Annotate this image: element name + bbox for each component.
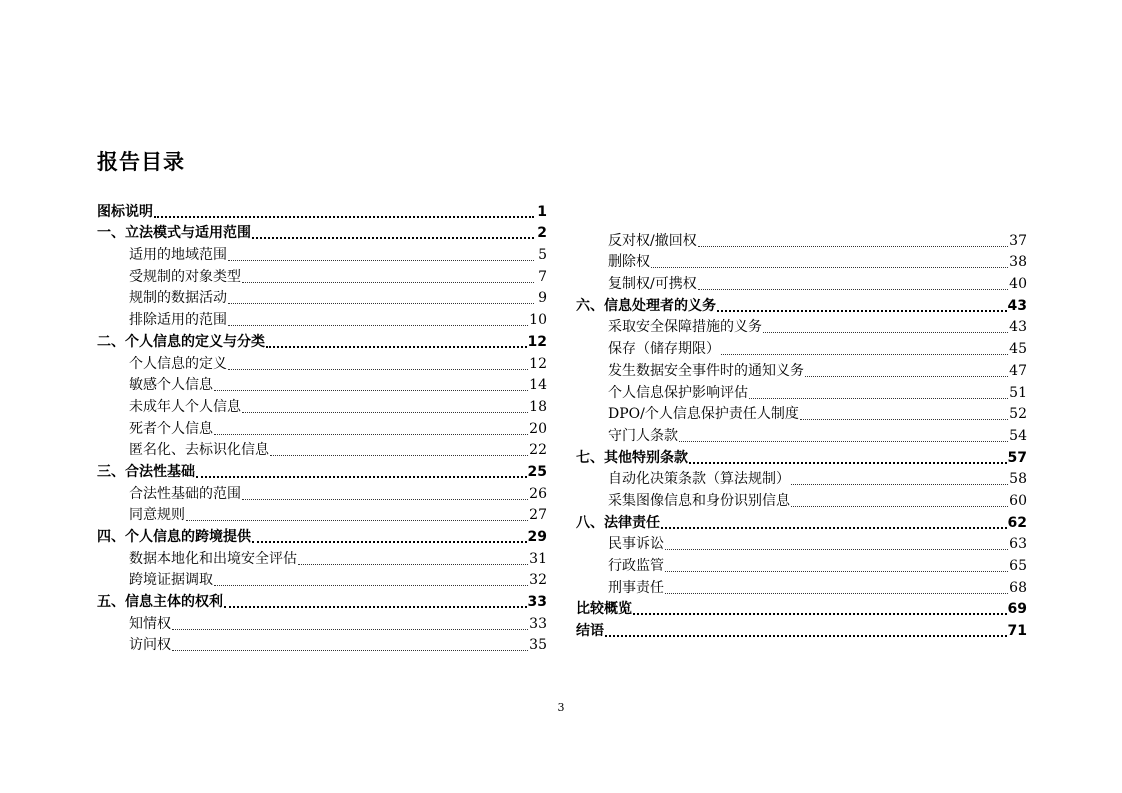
dot-leader xyxy=(791,505,1008,507)
toc-entry-label: 一、立法模式与适用范围 xyxy=(97,225,251,242)
toc-subsection-entry[interactable] xyxy=(576,423,1027,445)
dot-leader xyxy=(698,288,1008,290)
toc-section-entry[interactable] xyxy=(576,445,1027,467)
page-number: 3 xyxy=(557,701,565,714)
dot-leader xyxy=(805,375,1008,377)
toc-entry-page-number: 71 xyxy=(1007,623,1027,640)
toc-subsection-entry[interactable] xyxy=(576,467,1027,489)
dot-leader xyxy=(228,324,528,326)
toc-entry-page-number: 63 xyxy=(1009,536,1027,553)
dot-leader xyxy=(698,245,1008,247)
toc-entry-page-number: 43 xyxy=(1007,297,1027,314)
toc-entry-page-number: 26 xyxy=(529,485,547,502)
toc-subsection-entry[interactable] xyxy=(576,553,1027,575)
toc-entry-page-number: 27 xyxy=(529,507,547,524)
dot-leader xyxy=(252,236,534,239)
toc-subsection-entry[interactable] xyxy=(576,488,1027,510)
toc-subsection-entry[interactable] xyxy=(576,402,1027,424)
dot-leader xyxy=(242,498,528,500)
dot-leader xyxy=(154,215,534,218)
dot-leader xyxy=(721,353,1008,355)
dot-leader xyxy=(800,418,1008,420)
toc-entry-label: 个人信息保护影响评估 xyxy=(608,384,748,401)
toc-subsection-entry[interactable] xyxy=(97,438,547,460)
toc-entry-label: 五、信息主体的权利 xyxy=(97,594,223,611)
toc-entry-page-number: 68 xyxy=(1009,579,1027,596)
toc-right-column xyxy=(576,228,1027,640)
toc-entry-label: 删除权 xyxy=(608,254,650,271)
toc-entry-page-number: 57 xyxy=(1007,449,1027,466)
toc-entry-label: 未成年人个人信息 xyxy=(129,398,241,415)
toc-section-entry[interactable] xyxy=(576,293,1027,315)
toc-entry-label: 八、法律责任 xyxy=(576,514,660,531)
dot-leader xyxy=(172,649,528,651)
toc-section-entry[interactable] xyxy=(97,221,547,243)
toc-subsection-entry[interactable] xyxy=(97,264,547,286)
dot-leader xyxy=(651,266,1008,268)
dot-leader xyxy=(252,540,527,543)
toc-entry-page-number: 2 xyxy=(537,225,547,242)
dot-leader xyxy=(214,389,528,391)
toc-left-column xyxy=(97,199,547,654)
toc-subsection-entry[interactable] xyxy=(576,380,1027,402)
toc-entry-page-number: 45 xyxy=(1009,341,1027,358)
toc-entry-label: 守门人条款 xyxy=(608,427,678,444)
toc-section-entry[interactable] xyxy=(576,510,1027,532)
toc-subsection-entry[interactable] xyxy=(576,336,1027,358)
toc-section-entry[interactable] xyxy=(576,597,1027,619)
toc-entry-page-number: 69 xyxy=(1007,601,1027,618)
dot-leader xyxy=(242,281,534,283)
toc-entry-page-number: 22 xyxy=(529,442,547,459)
dot-leader xyxy=(224,605,527,608)
toc-subsection-entry[interactable] xyxy=(97,546,547,568)
toc-entry-label: 七、其他特别条款 xyxy=(576,449,688,466)
toc-entry-label: 保存（储存期限） xyxy=(608,341,720,358)
toc-entry-page-number: 12 xyxy=(527,333,547,350)
toc-subsection-entry[interactable] xyxy=(97,351,547,373)
toc-entry-page-number: 33 xyxy=(527,594,547,611)
toc-entry-page-number: 47 xyxy=(1009,362,1027,379)
toc-entry-page-number: 31 xyxy=(529,550,547,567)
toc-entry-label: 二、个人信息的定义与分类 xyxy=(97,333,265,350)
toc-entry-label: DPO/个人信息保护责任人制度 xyxy=(608,406,799,423)
toc-subsection-entry[interactable] xyxy=(576,250,1027,272)
toc-entry-label: 排除适用的范围 xyxy=(129,312,227,329)
toc-entry-page-number: 10 xyxy=(529,312,547,329)
toc-entry-label: 敏感个人信息 xyxy=(129,377,213,394)
dot-leader xyxy=(298,563,528,565)
dot-leader xyxy=(270,454,528,456)
toc-entry-page-number: 25 xyxy=(527,463,547,480)
toc-entry-page-number: 40 xyxy=(1009,276,1027,293)
dot-leader xyxy=(605,634,1007,637)
toc-entry-page-number: 29 xyxy=(527,529,547,545)
toc-entry-page-number: 9 xyxy=(538,290,547,307)
dot-leader xyxy=(689,461,1007,464)
toc-entry-label: 匿名化、去标识化信息 xyxy=(129,442,269,459)
dot-leader xyxy=(665,592,1008,594)
toc-entry-label: 跨境证据调取 xyxy=(129,572,213,589)
toc-entry-page-number: 37 xyxy=(1009,232,1027,249)
toc-entry-page-number: 65 xyxy=(1009,558,1027,574)
toc-entry-page-number: 32 xyxy=(529,572,547,589)
toc-entry-page-number: 52 xyxy=(1009,406,1027,423)
toc-entry-label: 死者个人信息 xyxy=(129,420,213,437)
toc-entry-page-number: 7 xyxy=(538,268,547,285)
toc-subsection-entry[interactable] xyxy=(576,532,1027,554)
dot-leader xyxy=(266,345,527,348)
toc-entry-label: 规制的数据活动 xyxy=(129,290,227,307)
dot-leader xyxy=(214,433,528,435)
toc-entry-page-number: 43 xyxy=(1009,319,1027,336)
toc-subsection-entry[interactable] xyxy=(576,315,1027,337)
toc-entry-page-number: 18 xyxy=(529,398,547,415)
dot-leader xyxy=(172,628,528,630)
toc-subsection-entry[interactable] xyxy=(576,358,1027,380)
toc-entry-label: 采集图像信息和身份识别信息 xyxy=(608,492,790,509)
dot-leader xyxy=(228,259,534,261)
toc-entry-label: 知情权 xyxy=(129,615,171,632)
dot-leader xyxy=(749,397,1008,399)
toc-entry-label: 结语 xyxy=(576,623,604,640)
toc-entry-page-number: 1 xyxy=(537,203,547,220)
toc-entry-page-number: 14 xyxy=(529,377,547,394)
toc-entry-page-number: 54 xyxy=(1009,427,1027,444)
toc-entry-label: 刑事责任 xyxy=(608,579,664,596)
toc-section-entry[interactable] xyxy=(97,524,547,546)
toc-subsection-entry[interactable] xyxy=(97,633,547,655)
toc-entry-page-number: 62 xyxy=(1007,514,1027,531)
toc-entry-label: 发生数据安全事件时的通知义务 xyxy=(608,362,804,379)
toc-entry-label: 民事诉讼 xyxy=(608,536,664,553)
toc-entry-page-number: 5 xyxy=(538,247,547,264)
toc-subsection-entry[interactable] xyxy=(97,568,547,590)
toc-subsection-entry[interactable] xyxy=(97,373,547,395)
toc-entry-label: 受规制的对象类型 xyxy=(129,268,241,285)
toc-entry-label: 反对权/撤回权 xyxy=(608,232,697,249)
dot-leader xyxy=(242,411,528,413)
toc-entry-page-number: 38 xyxy=(1009,254,1027,271)
toc-subsection-entry[interactable] xyxy=(97,307,547,329)
toc-section-entry[interactable] xyxy=(97,199,547,221)
toc-entry-label: 个人信息的定义 xyxy=(129,355,227,372)
dot-leader xyxy=(791,483,1008,485)
toc-subsection-entry[interactable] xyxy=(576,228,1027,250)
dot-leader xyxy=(228,302,534,304)
dot-leader xyxy=(661,526,1007,529)
toc-entry-page-number: 35 xyxy=(529,637,547,654)
toc-subsection-entry[interactable] xyxy=(97,394,547,416)
dot-leader xyxy=(214,584,528,586)
dot-leader xyxy=(665,548,1008,550)
toc-subsection-entry[interactable] xyxy=(97,416,547,438)
toc-entry-label: 合法性基础的范围 xyxy=(129,485,241,502)
toc-entry-page-number: 20 xyxy=(529,420,547,437)
toc-entry-page-number: 60 xyxy=(1009,492,1027,509)
dot-leader xyxy=(228,368,528,370)
toc-subsection-entry[interactable] xyxy=(97,503,547,525)
toc-entry-label: 采取安全保障措施的义务 xyxy=(608,319,762,336)
dot-leader xyxy=(196,475,527,478)
toc-entry-label: 四、个人信息的跨境提供 xyxy=(97,529,251,545)
page-title: 报告目录 xyxy=(97,150,185,174)
dot-leader xyxy=(763,331,1008,333)
toc-entry-label: 自动化决策条款（算法规制） xyxy=(608,471,790,488)
toc-entry-label: 三、合法性基础 xyxy=(97,463,195,480)
dot-leader xyxy=(665,570,1008,572)
toc-entry-label: 同意规则 xyxy=(129,507,185,524)
dot-leader xyxy=(633,612,1007,615)
toc-entry-label: 行政监管 xyxy=(608,558,664,574)
toc-section-entry[interactable] xyxy=(97,459,547,481)
toc-section-entry[interactable] xyxy=(97,329,547,351)
toc-entry-label: 适用的地域范围 xyxy=(129,247,227,264)
dot-leader xyxy=(679,440,1008,442)
toc-subsection-entry[interactable] xyxy=(97,481,547,503)
dot-leader xyxy=(186,519,528,521)
toc-subsection-entry[interactable] xyxy=(576,575,1027,597)
toc-entry-label: 图标说明 xyxy=(97,203,153,220)
toc-entry-page-number: 12 xyxy=(529,355,547,372)
toc-entry-label: 比较概览 xyxy=(576,601,632,618)
toc-subsection-entry[interactable] xyxy=(97,242,547,264)
toc-entry-page-number: 58 xyxy=(1009,471,1027,488)
toc-subsection-entry[interactable] xyxy=(97,286,547,308)
toc-entry-label: 六、信息处理者的义务 xyxy=(576,297,716,314)
dot-leader xyxy=(717,309,1007,312)
toc-section-entry[interactable] xyxy=(97,589,547,611)
toc-entry-page-number: 33 xyxy=(529,615,547,632)
toc-entry-label: 复制权/可携权 xyxy=(608,276,697,293)
toc-entry-label: 访问权 xyxy=(129,637,171,654)
toc-subsection-entry[interactable] xyxy=(576,271,1027,293)
toc-entry-label: 数据本地化和出境安全评估 xyxy=(129,550,297,567)
toc-section-entry[interactable] xyxy=(576,618,1027,640)
toc-subsection-entry[interactable] xyxy=(97,611,547,633)
toc-entry-page-number: 51 xyxy=(1009,384,1027,401)
